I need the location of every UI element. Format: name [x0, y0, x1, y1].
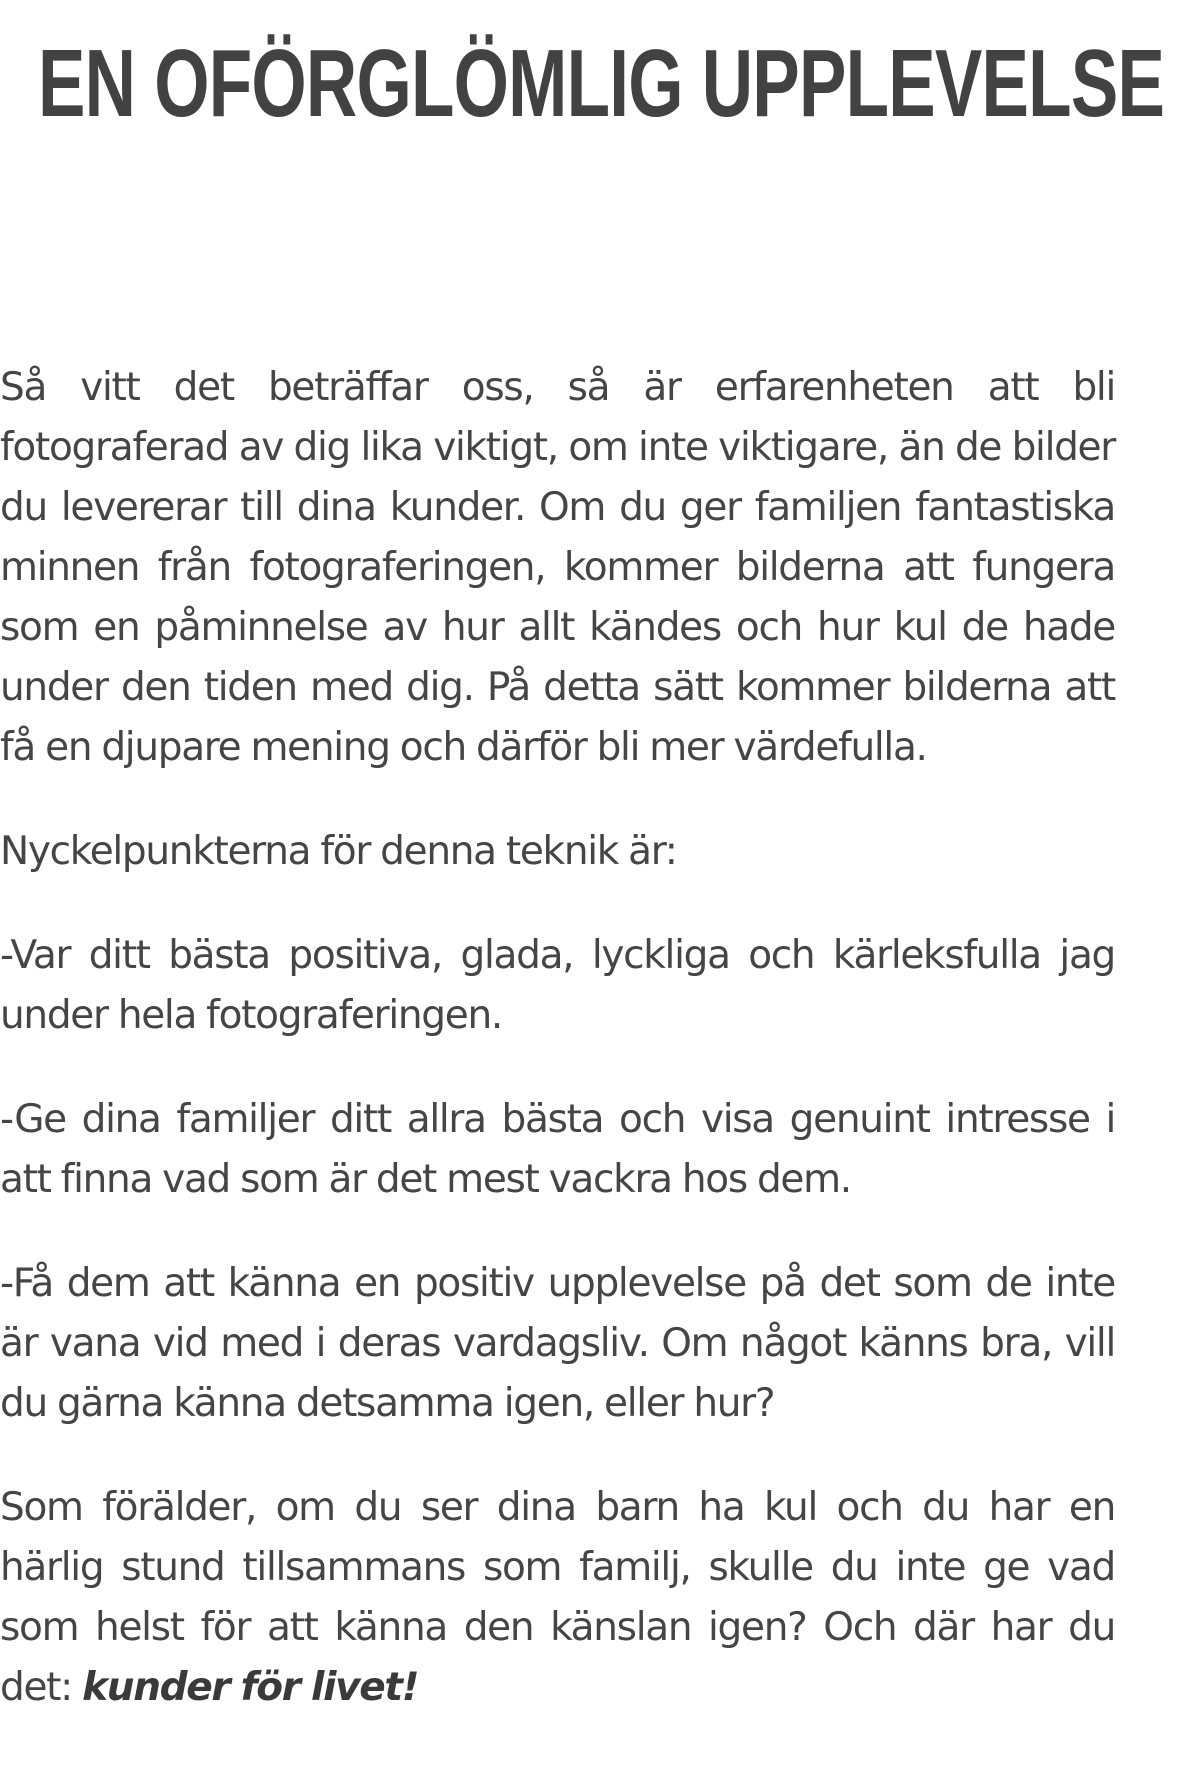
key-point-1: -Var ditt bästa positiva, glada, lyckliga och kärleksfulla jag under hela fotograferingen.	[0, 933, 1115, 1038]
key-points-heading: Nyckelpunkterna för denna teknik är:	[0, 829, 677, 874]
closing-paragraph	[0, 1478, 1115, 1718]
key-point-2: -Ge dina familjer ditt allra bästa och visa genuint intresse i att finna vad som är det mest vackra hos dem.	[0, 1097, 1115, 1202]
key-point-3: -Få dem att känna en positiv upplevelse på det som de inte är vana vid med i deras vardagsliv. Om något känns bra, vill du gärna känna detsamma igen, eller hur?	[0, 1261, 1115, 1426]
intro-paragraph: Så vitt det beträffar oss, så är erfarenheten att bli fotograferad av dig lika viktigt, om inte viktigare, än de bilder du levererar till dina kunder. Om du ger familjen fantastiska minnen från fotograferingen, kommer bilderna att fungera som en påminnelse av hur allt kändes och hur kul de hade under den tiden med dig. På detta sätt kommer bilderna att få en djupare mening och därför bli mer värdefulla.	[0, 365, 1115, 770]
article-body	[0, 358, 1115, 1762]
page-title: EN OFÖRGLÖMLIG UPPLEVELSE	[38, 30, 1165, 137]
closing-emphasis: kunder för livet!	[82, 1665, 419, 1710]
closing-text: Som förälder, om du ser dina barn ha kul och du har en härlig stund tillsammans som familj, skulle du inte ge vad som helst för att känna den känslan igen? Och där har du det:	[0, 1485, 1115, 1710]
